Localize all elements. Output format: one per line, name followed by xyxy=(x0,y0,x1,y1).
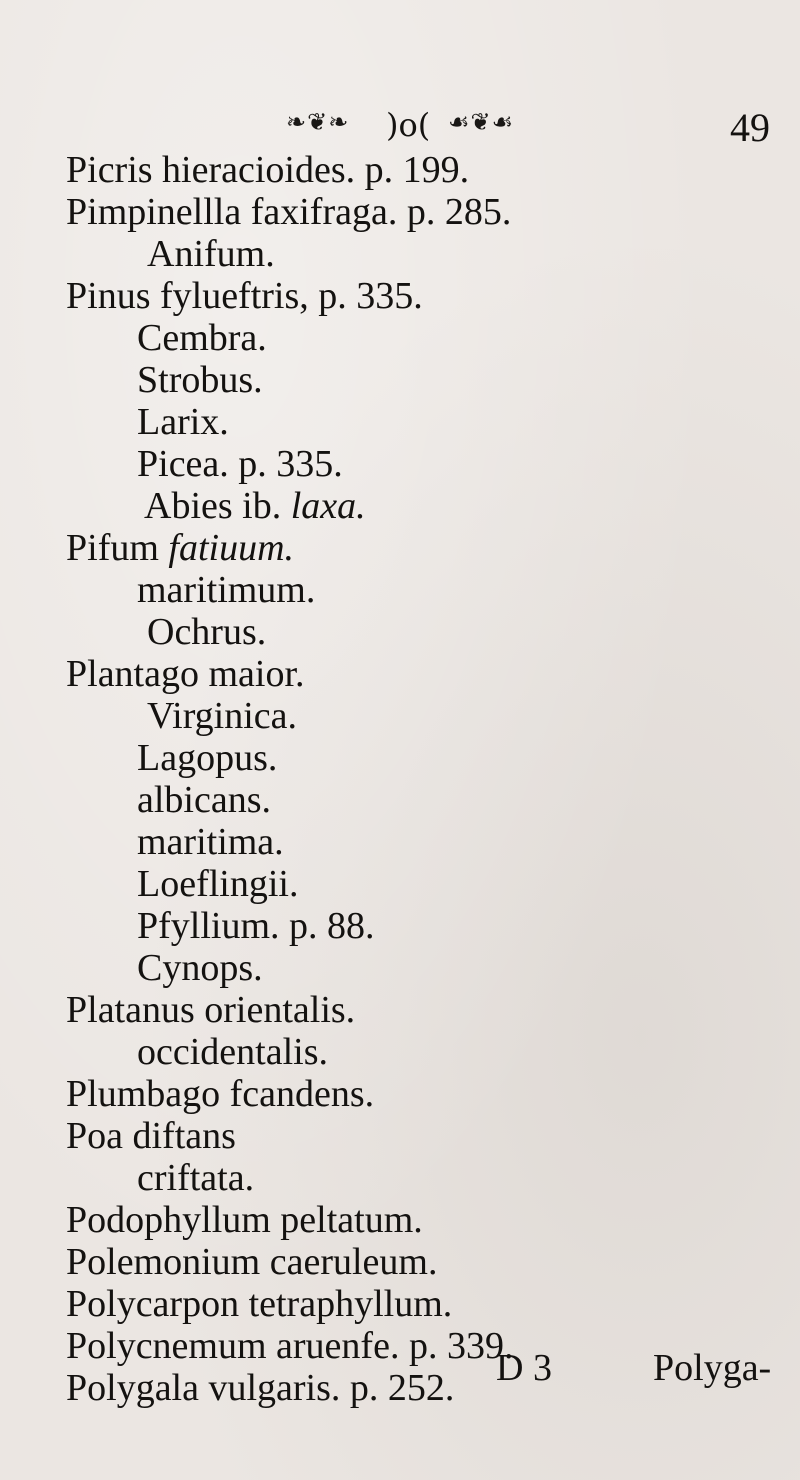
index-entry: Strobus. xyxy=(137,359,263,401)
index-entry: Polygala vulgaris. p. 252. xyxy=(66,1367,455,1409)
index-entry: maritimum. xyxy=(137,569,316,611)
page-number: 49 xyxy=(730,105,770,150)
index-entry: Picris hieracioides. p. 199. xyxy=(66,149,470,191)
index-entry: Picea. p. 335. xyxy=(137,443,343,485)
index-entry: Plumbago fcandens. xyxy=(66,1073,375,1115)
index-entry: Loeflingii. xyxy=(137,863,299,905)
index-entry: albicans. xyxy=(137,779,272,821)
index-entry: Larix. xyxy=(137,401,229,443)
index-entry: Poa diftans xyxy=(66,1115,236,1157)
index-entry: Virginica. xyxy=(147,695,298,737)
signature-mark: D 3 xyxy=(496,1347,552,1389)
index-entry: Polycarpon tetraphyllum. xyxy=(66,1283,453,1325)
page-header xyxy=(0,104,800,148)
header-mark: )o( xyxy=(386,106,431,144)
index-entry: criftata. xyxy=(137,1157,255,1199)
index-entry: maritima. xyxy=(137,821,284,863)
index-entry: Polycnemum aruenfe. p. 339. xyxy=(66,1325,514,1367)
index-entry: Anifum. xyxy=(147,233,275,275)
index-entry: Pfyllium. p. 88. xyxy=(137,905,375,947)
catchword: Polyga- xyxy=(653,1347,772,1389)
index-entry: Ochrus. xyxy=(147,611,267,653)
index-entry: Cembra. xyxy=(137,317,267,359)
index-entry: Platanus orientalis. xyxy=(66,989,356,1031)
index-entry: Podophyllum peltatum. xyxy=(66,1199,423,1241)
index-entry: Plantago maior. xyxy=(66,653,305,695)
index-entry: Cynops. xyxy=(137,947,263,989)
page-footer xyxy=(0,1346,800,1396)
header-ornament-right: ☙❦☙ xyxy=(448,108,515,136)
header-ornament-left: ❧❦❧ xyxy=(286,108,350,136)
index-entry: Pifum fatiuum. xyxy=(66,527,295,569)
index-entry: Polemonium caeruleum. xyxy=(66,1241,438,1283)
index-entry: Pimpinellla faxifraga. p. 285. xyxy=(66,191,512,233)
index-entry: Abies ib. laxa. xyxy=(144,485,366,527)
index-entry: Pinus fylueftris, p. 335. xyxy=(66,275,423,317)
index-entry: occidentalis. xyxy=(137,1031,328,1073)
index-entry: Lagopus. xyxy=(137,737,278,779)
